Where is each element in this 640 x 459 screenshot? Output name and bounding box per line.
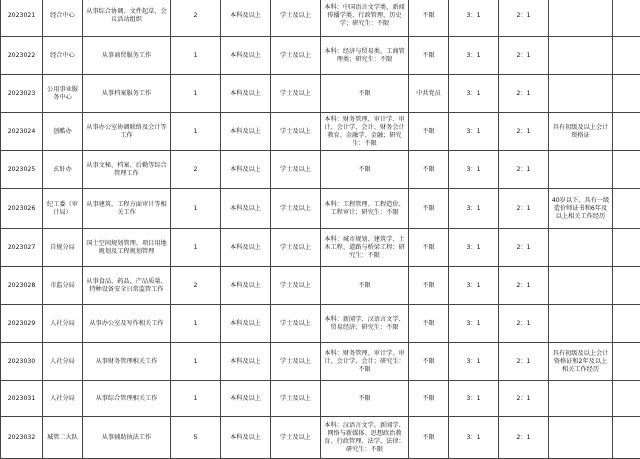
table-row: [1, 417, 640, 459]
table-row: [1, 189, 640, 229]
department: 创酷办: [43, 113, 83, 151]
position-code: 2023024: [1, 113, 43, 151]
remark: [613, 75, 640, 113]
education: 本科及以上: [221, 0, 271, 37]
position-code: 2023032: [1, 417, 43, 459]
remark: [613, 381, 640, 417]
table-body: [1, 0, 640, 459]
department: 纪工委（审计局）: [43, 189, 83, 229]
table-row: [1, 305, 640, 343]
major-requirement: 不限: [321, 151, 409, 189]
other-requirement: 具有初级及以上会计资格证: [549, 113, 613, 151]
education: 本科及以上: [221, 113, 271, 151]
remark: [613, 151, 640, 189]
remark: [613, 189, 640, 229]
position-code: 2023021: [1, 0, 43, 37]
ratio-2: 2：1: [499, 417, 549, 459]
degree: 学士及以上: [271, 75, 321, 113]
table-row: [1, 37, 640, 75]
major-requirement: 本科：财务管理、审计学、审计、会计学、会计、财务会计教育、金融学、金融；研究生：不限: [321, 113, 409, 151]
department: 城管二大队: [43, 417, 83, 459]
table-row: [1, 229, 640, 267]
other-requirement: [549, 151, 613, 189]
other-requirement: [549, 229, 613, 267]
other-requirement: [549, 267, 613, 305]
political-status: 不限: [409, 305, 449, 343]
department: 市监分局: [43, 267, 83, 305]
political-status: 不限: [409, 0, 449, 37]
education: 本科及以上: [221, 381, 271, 417]
hire-count: 1: [171, 343, 221, 381]
ratio-2: 2：1: [499, 229, 549, 267]
major-requirement: 不限: [321, 267, 409, 305]
hire-count: 2: [171, 267, 221, 305]
ratio-2: 2：1: [499, 343, 549, 381]
table-row: [1, 75, 640, 113]
other-requirement: [549, 75, 613, 113]
degree: 学士及以上: [271, 417, 321, 459]
ratio-2: 2：1: [499, 113, 549, 151]
position-code: 2023029: [1, 305, 43, 343]
degree: 学士及以上: [271, 267, 321, 305]
hire-count: 2: [171, 0, 221, 37]
hire-count: 5: [171, 417, 221, 459]
remark: [613, 305, 640, 343]
department: 人社分局: [43, 305, 83, 343]
education: 本科及以上: [221, 305, 271, 343]
hire-count: 2: [171, 151, 221, 189]
political-status: 不限: [409, 267, 449, 305]
ratio-1: 3：1: [449, 381, 499, 417]
degree: 学士及以上: [271, 113, 321, 151]
ratio-1: 3：1: [449, 37, 499, 75]
major-requirement: 本科：汉语言文学、新闻学、网络与新媒体、思想政治教育、行政管理、法学、法律；研究生：不限: [321, 417, 409, 459]
ratio-2: 2：1: [499, 151, 549, 189]
political-status: 不限: [409, 151, 449, 189]
political-status: 不限: [409, 229, 449, 267]
job-duty: 从事综合协调、文件起草、会议活动组织: [83, 0, 171, 37]
ratio-1: 3：1: [449, 343, 499, 381]
table-row: [1, 267, 640, 305]
hire-count: 1: [171, 229, 221, 267]
major-requirement: 本科：城市规划、建筑学、土木工程、道路与桥梁工程；研究生：不限: [321, 229, 409, 267]
political-status: 不限: [409, 343, 449, 381]
position-code: 2023028: [1, 267, 43, 305]
hire-count: 1: [171, 75, 221, 113]
degree: 学士及以上: [271, 305, 321, 343]
department: 经合中心: [43, 0, 83, 37]
ratio-2: 2：1: [499, 381, 549, 417]
remark: [613, 37, 640, 75]
job-duty: 国土空间规划管理、项目用地规划及工程规划管理: [83, 229, 171, 267]
education: 本科及以上: [221, 343, 271, 381]
remark: [613, 417, 640, 459]
degree: 学士及以上: [271, 151, 321, 189]
ratio-1: 3：1: [449, 151, 499, 189]
degree: 学士及以上: [271, 343, 321, 381]
position-code: 2023023: [1, 75, 43, 113]
other-requirement: 40岁以下，具有一级造价师证书和6年及以上相关工作经历: [549, 189, 613, 229]
political-status: 不限: [409, 417, 449, 459]
political-status: 不限: [409, 113, 449, 151]
hire-count: 1: [171, 113, 221, 151]
job-duty: 从事辅助执法工作: [83, 417, 171, 459]
other-requirement: [549, 0, 613, 37]
ratio-1: 3：1: [449, 75, 499, 113]
major-requirement: 不限: [321, 75, 409, 113]
hire-count: 1: [171, 305, 221, 343]
major-requirement: 不限: [321, 381, 409, 417]
department: 玄奸办: [43, 151, 83, 189]
degree: 学士及以上: [271, 381, 321, 417]
remark: [613, 343, 640, 381]
job-duty: 从事综合管理相关工作: [83, 381, 171, 417]
department: 人社分局: [43, 343, 83, 381]
political-status: 不限: [409, 37, 449, 75]
education: 本科及以上: [221, 417, 271, 459]
table-row: [1, 113, 640, 151]
ratio-1: 3：1: [449, 113, 499, 151]
ratio-1: 3：1: [449, 267, 499, 305]
other-requirement: [549, 305, 613, 343]
ratio-2: 2：1: [499, 189, 549, 229]
position-code: 2023022: [1, 37, 43, 75]
job-duty: 从事食品、药品、产品质量、特种设备安全日常监管工作: [83, 267, 171, 305]
hire-count: 1: [171, 189, 221, 229]
ratio-1: 3：1: [449, 229, 499, 267]
political-status: 中共党员: [409, 75, 449, 113]
hire-count: 1: [171, 381, 221, 417]
major-requirement: 本科：财务管理、审计学、审计、会计学、会计；研究生：不限: [321, 343, 409, 381]
political-status: 不限: [409, 381, 449, 417]
job-duty: 从事档案服务工作: [83, 75, 171, 113]
job-duty: 从事办公室协调联络及会计等工作: [83, 113, 171, 151]
ratio-2: 2：1: [499, 0, 549, 37]
table-row: [1, 0, 640, 37]
position-code: 2023031: [1, 381, 43, 417]
table-row: [1, 381, 640, 417]
table-row: [1, 151, 640, 189]
other-requirement: 具有初级及以上会计资格证和2年及以上相关工作经历: [549, 343, 613, 381]
job-duty: 从事办公室及写作相关工作: [83, 305, 171, 343]
department: 自规分局: [43, 229, 83, 267]
other-requirement: [549, 417, 613, 459]
table-row: [1, 343, 640, 381]
job-duty: 从事文秘、档案、后勤等综合管理工作: [83, 151, 171, 189]
ratio-2: 2：1: [499, 267, 549, 305]
education: 本科及以上: [221, 229, 271, 267]
department: 经合中心: [43, 37, 83, 75]
remark: [613, 113, 640, 151]
position-code: 2023026: [1, 189, 43, 229]
education: 本科及以上: [221, 75, 271, 113]
other-requirement: [549, 37, 613, 75]
degree: 学士及以上: [271, 229, 321, 267]
department: 公用事业服务中心: [43, 75, 83, 113]
position-code: 2023027: [1, 229, 43, 267]
remark: [613, 267, 640, 305]
remark: [613, 0, 640, 37]
ratio-2: 2：1: [499, 305, 549, 343]
education: 本科及以上: [221, 37, 271, 75]
education: 本科及以上: [221, 189, 271, 229]
ratio-2: 2：1: [499, 37, 549, 75]
ratio-1: 3：1: [449, 417, 499, 459]
degree: 学士及以上: [271, 189, 321, 229]
major-requirement: 本科：经济与贸易类、工商管理类；研究生：不限: [321, 37, 409, 75]
political-status: 不限: [409, 189, 449, 229]
major-requirement: 本科：新闻学、汉语言文学、贸易经济；研究生：不限: [321, 305, 409, 343]
degree: 学士及以上: [271, 37, 321, 75]
remark: [613, 229, 640, 267]
department: 人社分局: [43, 381, 83, 417]
ratio-2: 2：1: [499, 75, 549, 113]
position-code: 2023025: [1, 151, 43, 189]
ratio-1: 3：1: [449, 0, 499, 37]
ratio-1: 3：1: [449, 305, 499, 343]
education: 本科及以上: [221, 151, 271, 189]
other-requirement: [549, 381, 613, 417]
education: 本科及以上: [221, 267, 271, 305]
ratio-1: 3：1: [449, 189, 499, 229]
degree: 学士及以上: [271, 0, 321, 37]
major-requirement: 本科：工程管理、工程造价、工程审计；研究生：不限: [321, 189, 409, 229]
job-duty: 从事建筑、工程方面审计等相关工作: [83, 189, 171, 229]
position-code: 2023030: [1, 343, 43, 381]
job-duty: 从事商贸服务工作: [83, 37, 171, 75]
hire-count: 1: [171, 37, 221, 75]
major-requirement: 本科：中国语言文学类、新闻传播学类、行政管理、历史学；研究生：不限: [321, 0, 409, 37]
job-duty: 从事财务管理相关工作: [83, 343, 171, 381]
